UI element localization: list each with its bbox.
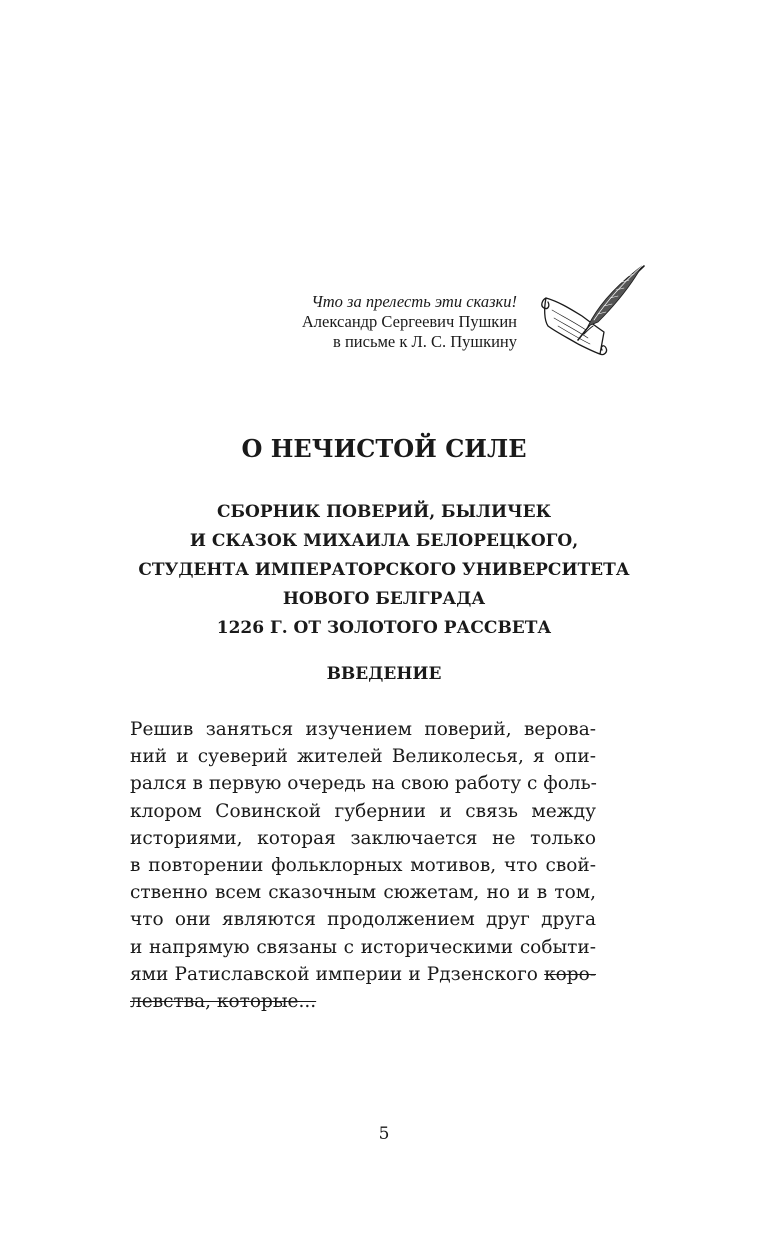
body-line: ственно всем сказочным сюжетам, но и в том, [130,882,596,904]
epigraph-author: Александр Сергеевич Пушкин [301,312,517,331]
page-number: 5 [378,1124,390,1144]
subtitle-line: СБОРНИК ПОВЕРИЙ, БЫЛИЧЕК [216,502,552,522]
scroll-icon [542,298,607,355]
body-line: что они являются продолжением друг друга [130,909,596,931]
page-title: О НЕЧИСТОЙ СИЛЕ [241,434,527,463]
body-line [130,988,596,1015]
body-line-text: ями Ратиславской империи и Рдзенского [130,963,538,985]
body-line [130,961,596,988]
section-heading: ВВЕДЕНИЕ [326,664,442,684]
subtitle-line: СТУДЕНТА ИМПЕРАТОРСКОГО УНИВЕРСИТЕТА [138,560,630,580]
body-line: в повторении фольклорных мотивов, что свой- [130,855,596,877]
body-paragraph [130,716,596,1015]
body-line: Решив заняться изучением поверий, верова- [130,719,596,740]
epigraph [302,292,517,352]
body-line: и напрямую связаны с историческими событи- [130,936,596,958]
subtitle-line: 1226 Г. ОТ ЗОЛОТОГО РАССВЕТА [216,618,552,638]
strikethrough-text: коро- [544,963,596,985]
epigraph-source: в письме к Л. С. Пушкину [333,332,517,351]
subtitle-line: И СКАЗОК МИХАИЛА БЕЛОРЕЦКОГО, [189,531,579,551]
epigraph-quote: Что за прелесть эти сказки! [311,292,517,311]
subtitle [0,498,768,643]
body-line: историями, которая заключается не только [130,827,596,849]
body-line: клором Совинской губернии и связь между [130,800,596,822]
strikethrough-text: левства, которые... [130,991,317,1013]
quill-and-scroll-icon [538,260,650,360]
body-line: рался в первую очередь на свою работу с фоль- [130,773,597,795]
body-line: ний и суеверий жителей Великолесья, я опи- [130,746,596,768]
subtitle-line: НОВОГО БЕЛГРАДА [282,589,486,609]
